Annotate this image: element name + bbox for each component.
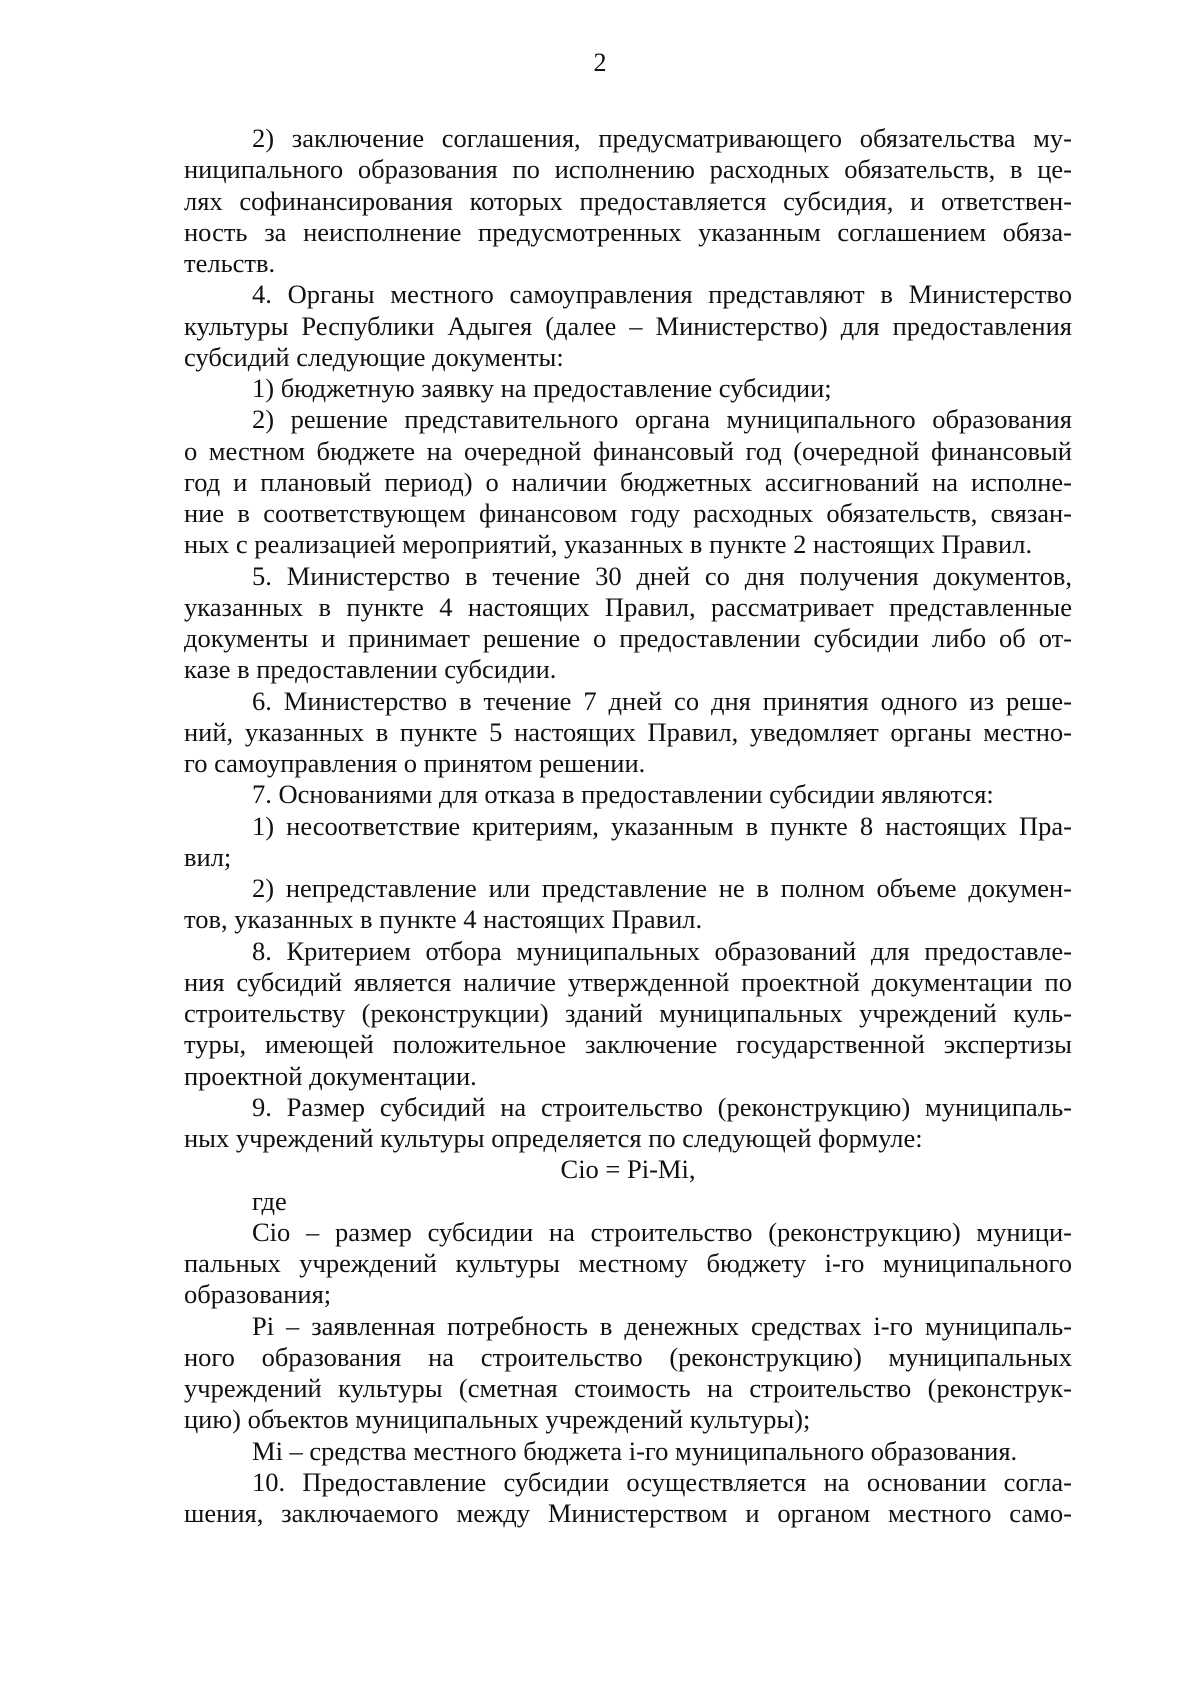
text-line: 1) несоответствие критериям, указанным в пункте 8 настоящих Пра- bbox=[252, 810, 1072, 841]
text-line: тельств. bbox=[184, 248, 276, 278]
document-body bbox=[184, 123, 1072, 1529]
text-line: 10. Предоставление субсидии осуществляется на основании согла- bbox=[252, 1466, 1072, 1497]
text-line: год и плановый период) о наличии бюджетных ассигнований на исполне- bbox=[184, 466, 1072, 497]
text-line: Ciо – размер субсидии на строительство (реконструкцию) муници- bbox=[252, 1216, 1072, 1247]
text-line: культуры Республики Адыгея (далее – Министерство) для предоставления bbox=[184, 310, 1072, 341]
text-line: ния субсидий является наличие утвержденной проектной документации по bbox=[184, 966, 1072, 997]
text-line: тов, указанных в пункте 4 настоящих Правил. bbox=[184, 904, 703, 935]
text-line: 1) бюджетную заявку на предоставление субсидии; bbox=[252, 373, 832, 403]
text-line: строительству (реконструкции) зданий муниципальных учреждений куль- bbox=[184, 998, 1072, 1028]
text-line: шения, заключаемого между Министерством и органом местного само- bbox=[184, 1498, 1072, 1528]
text-line: субсидий следующие документы: bbox=[184, 341, 564, 372]
text-line: проектной документации. bbox=[184, 1060, 477, 1091]
text-line: 4. Органы местного самоуправления представляют в Министерство bbox=[252, 279, 1072, 310]
text-line: казе в предоставлении субсидии. bbox=[184, 654, 557, 685]
text-line: ного образования на строительство (реконструкцию) муниципальных bbox=[184, 1341, 1072, 1372]
text-line: ние в соответствующем финансовом году расходных обязательств, связан- bbox=[184, 498, 1072, 528]
text-line: 2) заключение соглашения, предусматривающего обязательства му- bbox=[252, 123, 1072, 153]
text-line: Mi – средства местного бюджета i-го муниципального образования. bbox=[252, 1435, 1018, 1466]
text-line: 7. Основаниями для отказа в предоставлении субсидии являются: bbox=[252, 779, 994, 810]
page-number: 2 bbox=[593, 48, 607, 77]
text-line: документы и принимает решение о предоставлении субсидии либо об от- bbox=[184, 623, 1072, 653]
text-line: туры, имеющей положительное заключение государственной экспертизы bbox=[184, 1029, 1072, 1060]
text-line: образования; bbox=[184, 1279, 332, 1310]
text-line: ных с реализацией мероприятий, указанных в пункте 2 настоящих Правил. bbox=[184, 529, 1033, 560]
text-line: ность за неисполнение предусмотренных указанным соглашением обяза- bbox=[184, 216, 1072, 247]
text-line: 2) непредставление или представление не в полном объеме докумен- bbox=[252, 873, 1072, 903]
text-line: пальных учреждений культуры местному бюджету i-го муниципального bbox=[184, 1248, 1072, 1278]
text-line: о местном бюджете на очередной финансовый год (очередной финансовый bbox=[184, 435, 1072, 466]
text-line: 2) решение представительного органа муниципального образования bbox=[252, 404, 1072, 435]
text-line: ниципального образования по исполнению расходных обязательств, в це- bbox=[184, 154, 1072, 185]
text-line: где bbox=[252, 1185, 287, 1216]
text-line: вил; bbox=[184, 841, 232, 872]
text-line: указанных в пункте 4 настоящих Правил, рассматривает представленные bbox=[184, 591, 1072, 622]
text-line: 9. Размер субсидий на строительство (реконструкцию) муниципаль- bbox=[252, 1091, 1072, 1122]
text-line: Pi – заявленная потребность в денежных средствах i-го муниципаль- bbox=[252, 1310, 1072, 1341]
formula-line: Ciо = Pi-Mi, bbox=[560, 1154, 696, 1185]
text-line: 8. Критерием отбора муниципальных образований для предоставле- bbox=[252, 935, 1072, 966]
text-line: учреждений культуры (сметная стоимость на строительство (реконструк- bbox=[184, 1373, 1072, 1403]
text-line: 5. Министерство в течение 30 дней со дня получения документов, bbox=[252, 560, 1072, 591]
text-line: 6. Министерство в течение 7 дней со дня принятия одного из реше- bbox=[252, 685, 1072, 716]
text-line: го самоуправления о принятом решении. bbox=[184, 748, 646, 778]
text-line: ний, указанных в пункте 5 настоящих Правил, уведомляет органы местно- bbox=[184, 716, 1072, 747]
text-line: ных учреждений культуры определяется по следующей формуле: bbox=[184, 1123, 923, 1153]
text-line: цию) объектов муниципальных учреждений культуры); bbox=[184, 1404, 811, 1435]
text-line: лях софинансирования которых предоставляется субсидия, и ответствен- bbox=[184, 185, 1072, 216]
